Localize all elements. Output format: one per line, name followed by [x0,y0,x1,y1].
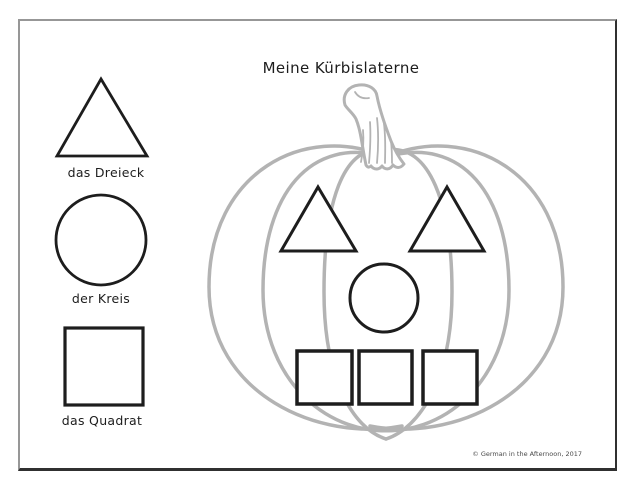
legend-label-square: das Quadrat [61,413,143,428]
nose-circle [350,264,418,332]
legend-square-shape [65,328,143,405]
pumpkin-stem-outline [344,85,404,169]
legend-circle-shape [56,195,146,285]
mouth-square-3 [423,351,477,404]
mouth-square-1 [297,351,352,404]
copyright-text: © German in the Afternoon, 2017 [472,450,582,458]
eye-triangle-left [281,187,356,251]
legend-label-triangle: das Dreieck [67,165,145,180]
pumpkin-stem-detail-5 [391,141,392,163]
mouth-square-2 [359,351,412,404]
legend-label-circle: der Kreis [71,291,131,306]
legend-triangle-shape [57,79,147,156]
page-title: Meine Kürbislaterne [262,59,420,77]
eye-triangle-right [410,187,484,251]
legend-shapes [56,79,147,405]
pumpkin-stem [344,85,404,169]
